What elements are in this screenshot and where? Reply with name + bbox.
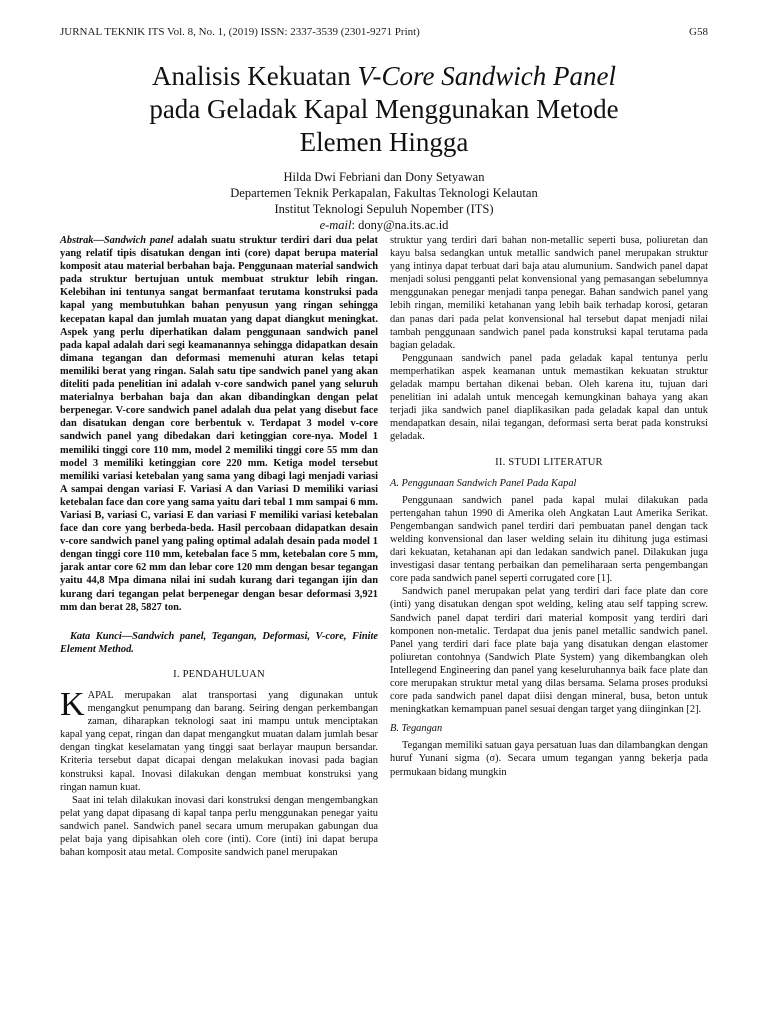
author-names: Hilda Dwi Febriani dan Dony Setyawan bbox=[283, 170, 485, 184]
tegangan-paragraph: Tegangan memiliki satuan gaya persatuan luas dan dilambangkan dengan huruf Yunani sigma (σ). Secara umum tegangan yanng bekerja pada permukaan bidang mungkin bbox=[390, 740, 708, 778]
paper-title: Analisis Kekuatan V-Core Sandwich Panel pada Geladak Kapal Menggunakan Metode Elemen Hingga bbox=[149, 61, 619, 157]
abstract bbox=[60, 234, 378, 614]
running-header bbox=[60, 26, 708, 38]
intro-paragraph-2: Saat ini telah dilakukan inovasi dari konstruksi dengan mengembangkan pelat yang dapat dipasang di kapal tanpa perlu menggunakan penegar yaitu sandwich panel. Sandwich panel secara umum merupakan gabungan dua pelat baja yang dipisahkan oleh core (inti). Core (inti) ini dapat berupa bahan komposit atau metal. Composite sandwich panel merupakan bbox=[60, 794, 378, 859]
page-number: G58 bbox=[689, 26, 708, 38]
keywords: Kata Kunci—Sandwich panel, Tegangan, Deformasi, V-core, Finite Element Method. bbox=[60, 630, 378, 655]
department: Departemen Teknik Perkapalan, Fakultas Teknologi Kelautan bbox=[230, 186, 538, 200]
section-heading-pendahuluan: I. PENDAHULUAN bbox=[173, 668, 265, 680]
right-column bbox=[390, 234, 708, 859]
title-block bbox=[60, 60, 708, 233]
abstract-lead: Abstrak—Sandwich panel bbox=[60, 235, 174, 246]
email-line: e-mail: dony@na.its.ac.id bbox=[319, 218, 449, 232]
subsection-heading-a: A. Penggunaan Sandwich Panel Pada Kapal bbox=[390, 477, 577, 489]
drop-cap: K bbox=[60, 686, 85, 723]
author-block bbox=[60, 169, 708, 233]
body-columns bbox=[60, 234, 708, 859]
lit-paragraph-1: Penggunaan sandwich panel pada kapal mulai dilakukan pada pertengahan tahun 1990 di Amerika oleh Angkatan Laut Amerika Serikat. Pengembangan sandwich panel terdiri dari pembuatan panel dengan tack welding konvensional dan laser welding selain itu dihitung juga estimasi dari kekuatan, ketahanan api dan ledakan sandwich panel. Dilakukan juga investigasi dasar tentang perbaikan dan pemeliharaan serta pengembangan core pada sandwich panel seperti corrugated core [1]. bbox=[390, 494, 708, 585]
abstract-text: adalah suatu struktur terdiri dari dua pelat yang relatif tipis disatukan dengan inti (core) dapat berupa material komposit atau material berbahan baja. Penggunaan material sandwich pada struktur bertujuan untuk membuat struktur lebih ringan. Kelebihan ini tentunya sangat bermanfaat terutama konstruksi pada kapal yang membutuhkan bahan penyusun yang ringan sehingga kecepatan kapal dan jumlah muatan yang dapat diangkut meningkat. Aspek yang perlu diperhatikan dalam penggunaan sandwich panel pada kapal adalah dari segi keamanannya sehingga didapatkan desain dimana tegangan dan deformasi memenuhi aturan kelas tetapi memiliki berat yang ringan. Salah satu tipe sandwich panel yang akan diteliti pada penelitian ini adalah v-core sandwich panel yang seluruh materialnya berbahan baja dan akan dibandingkan dengan pelat berpenegar. V-core sandwich panel adalah dua pelat yang disebut face dan disatukan dengan core berbentuk v. Terdapat 3 model v-core sandwich panel yang dibedakan dari ketinggian core-nya. Model 1 memiliki tinggi core 110 mm, model 2 memiliki tinggi core 55 mm dan model 3 memiliki ketinggian core 220 mm. Ketiga model tersebut memiliki variasi ketebalan yang sama yang dibagi lagi menjadi variasi A sampai dengan variasi F. Variasi A dan Variasi D memiliki variasi ketebalan face dan core yang sama yaitu dari tebal 1 mm sampai 6 mm. Variasi B, variasi C, variasi E dan variasi F memiliki variasi ketebalan face dan core yang berbeda-beda. Hasil percobaan didapatkan desain v-core sandwich panel yang paling optimal adalah desain pada model 1 dengan tinggi core 110 mm, ketebalan face 5 mm, ketebalan core 5 mm, jarak antar core 62 mm dan lebar core 120 mm dengan besar tegangan yaitu 44,8 Mpa dimana nilai ini sudah kurang dari tegangan ijin dan kurang dari tegangan pelat berpenegar dengan besar deformasi 3,921 mm dan berat 28, 5827 ton. bbox=[60, 235, 378, 613]
right-paragraph-2: Penggunaan sandwich panel pada geladak kapal tentunya perlu memperhatikan aspek keamanan untuk memastikan kekuatan struktur geladak mampu bertahan dikenai beban. Oleh karena itu, tujuan dari penelitian ini adalah untuk mencegah kemungkinan bahaya yang akan terjadi jika sandwich panel diaplikasikan pada geladak kapal dan untuk mendapatkan desain, nilai tegangan, deformasi serta berat pada konstruksi geladak. bbox=[390, 352, 708, 443]
institute: Institut Teknologi Sepuluh Nopember (ITS) bbox=[274, 202, 494, 216]
left-column bbox=[60, 234, 378, 859]
email-address[interactable]: : dony@na.its.ac.id bbox=[351, 218, 449, 232]
intro-paragraph-1: KAPAL merupakan alat transportasi yang digunakan untuk mengangkut penumpang dan barang. Seiring dengan perkembangan zaman, diharapkan teknologi saat ini mampu untuk menciptakan kapal yang cepat, ringan dan dapat mengangkut muatan dalam jumlah besar dengan tingkat keselamatan yang tinggi saat berlayar maupun bersandar. Kriteria tersebut dapat dicapai dengan melakukan inovasi pada bagian konstruksi kapal. Inovasi dilakukan dengan membuat konstruksi yang ringan namun kuat. bbox=[60, 686, 378, 793]
section-heading-studi-literatur: II. STUDI LITERATUR bbox=[495, 456, 603, 468]
lit-paragraph-2: Sandwich panel merupakan pelat yang terdiri dari face plate dan core (inti) yang disatukan dengan spot welding, keling atau self tapping screw. Sandwich panel dapat terdiri dari material komposit yang terdiri dari komponen non-metalic. Terdapat dua jenis panel metallic sandwich panel. Panel yang terdiri dari face plate baja yang disatukan dengan elastomer poliuretan contohnya (Sandwich Plate System) yang dikembangkan oleh Intellegend Engineering dan panel yang keseluruhannya baik face plate dan core merupakan struktur metal yang dilas bersama. Selama proses produksi core pada sandwich panel dapat diisi dengan mineral, busa, beton untuk meningkatkan kemampuan panel sesuai dengan target yang diinginkan [2]. bbox=[390, 586, 708, 716]
right-paragraph-1: struktur yang terdiri dari bahan non-metallic seperti busa, poliuretan dan kayu balsa sedangkan untuk metallic sandwich panel merupakan struktur yang intinya dapat terbuat dari baja atau alumunium. Sandwich panel dapat menjadi solusi pengganti pelat konvensional yang pemasangan sebelumnya menggunakan penegar menjadi tanpa penegar. Bahan sandwich panel yang lebih ringan, memiliki ketahanan yang lebih baik terhadap korosi, getaran dan panas dari pada pelat konvensional hal tersebut dapat menjadi nilai tambah penggunaan sandwich panel pada konstruksi kapal terutama pada bagian geladak. bbox=[390, 235, 708, 351]
journal-info: JURNAL TEKNIK ITS Vol. 8, No. 1, (2019) ISSN: 2337-3539 (2301-9271 Print) bbox=[60, 26, 420, 38]
subsection-heading-b: B. Tegangan bbox=[390, 723, 443, 735]
